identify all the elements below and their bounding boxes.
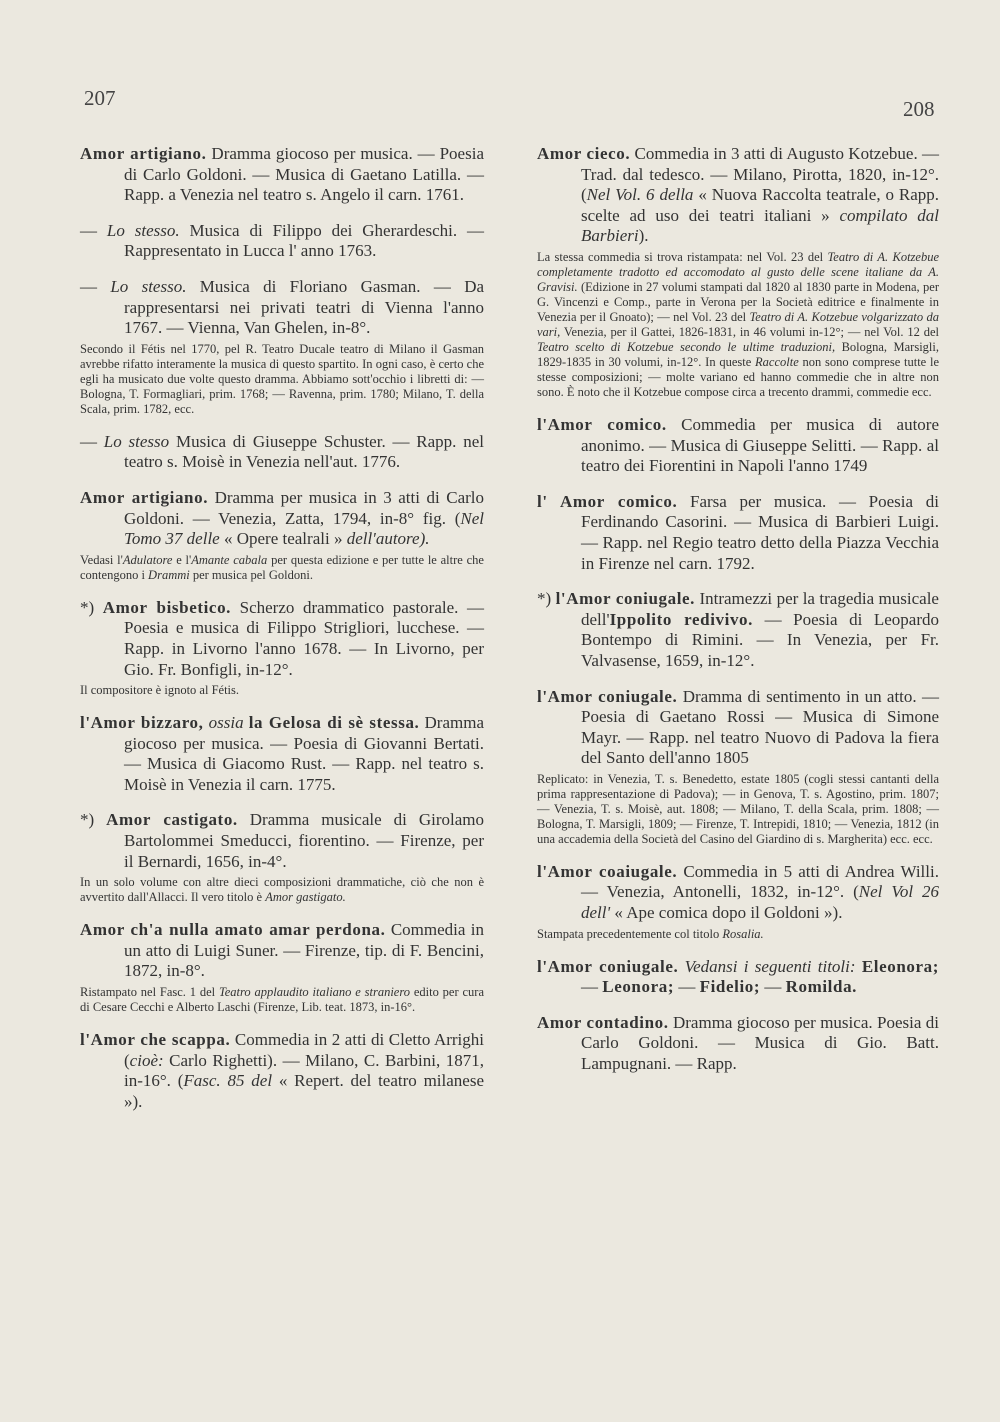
entry-footnote	[537, 772, 939, 847]
entry-headword: Amor artigiano.	[80, 487, 209, 507]
catalog-entry	[537, 862, 939, 942]
italic-text: Nel Tomo 37 delle	[124, 508, 484, 549]
entry-footnote	[80, 683, 484, 698]
catalog-entry	[537, 1013, 939, 1075]
text-run: Farsa per musica. — Poesia di Ferdinando Casorini. — Musica di Barbieri Luigi. — Rapp. nel Regio teatro detto della Piazza Vecchia in Firenze nel carn. 1792.	[581, 491, 939, 573]
text-run: La stessa commedia si trova ristampata: nel Vol. 23 del	[537, 249, 828, 264]
entry-headword: Leonora;	[602, 977, 675, 997]
italic-text: Teatro di A. Kotzebue volgarizzato da vari,	[537, 309, 939, 339]
entry-headword: Amor bisbetico.	[102, 597, 232, 617]
text-run: Commedia in un atto di Luigi Suner. — Firenze, tip. di F. Bencini, 1872, in-8°.	[124, 920, 485, 981]
text-run: Commedia in 2 atti di Cletto Arrighi (	[124, 1030, 484, 1070]
entry-headword: l'Amor coniugale.	[537, 686, 678, 706]
text-run: *)	[537, 589, 556, 609]
text-run: « Opere tealrali »	[219, 529, 347, 549]
text-run: Commedia in 5 atti di Andrea Willi. — Venezia, Antonelli, 1832, in-12°. (	[581, 861, 939, 902]
entry-headword: Amor contadino.	[537, 1012, 669, 1032]
text-run: Commedia per musica di autore anonimo. — Musica di Giuseppe Selitti. — Rapp. al teatro dei Fiorentini in Napoli l'anno 1749	[581, 414, 939, 476]
text-run: *)	[80, 810, 107, 830]
text-run: — Poesia di Leopardo Bontempo di Rimini. — In Venezia, per Fr. Valvasense, 1659, in-12°.	[581, 609, 939, 670]
text-run: Dramma giocoso per musica. — Poesia di Carlo Goldoni. — Musica di Gaetano Latilla. — Rapp. a Venezia nel teatro s. Angelo il carn. 1761.	[124, 144, 484, 205]
text-run: e l'	[172, 552, 192, 567]
entry-headword: l'Amor che scappa.	[80, 1030, 231, 1050]
italic-text: compilato dal Barbieri	[581, 205, 939, 246]
italic-text: Teatro scelto di Kotzebue secondo le ultime traduzioni,	[537, 339, 836, 354]
text-run: Dramma giocoso per musica. Poesia di Carlo Goldoni. — Musica di Gio. Batt. Lampugnani. — Rapp.	[581, 1012, 939, 1074]
italic-text: Lo stesso	[103, 431, 170, 451]
text-run: Musica di Filippo dei Gherardeschi. — Rappresentato in Lucca l' anno 1763.	[124, 220, 485, 261]
catalog-entry	[80, 920, 484, 1015]
entry-footnote	[537, 927, 939, 942]
italic-text: Drammi	[148, 567, 190, 582]
text-run: « Nuova Raccolta teatrale, o Rapp. scelte ad uso dei teatri italiani »	[581, 185, 939, 225]
entry-headword: Amor cieco.	[537, 144, 631, 163]
text-run: Replicato: in Venezia, T. s. Benedetto, estate 1805 (cogli stessi cantanti della prima rappresentazione di Padova); — in Genova, T. s. Agostino, prim. 1807; — Venezia, T. s. Moisè, aut. 1808; — Milano, T. della Scala, prim. 1808; — Bologna, T. Marsigli, 1809; — Firenze, T. Intrepidi, 1810; — Venezia, 1812 (in una accademia della Società del Casino del Giardino di s. Margherita) ecc. ecc.	[537, 771, 939, 846]
entry-text	[537, 1013, 939, 1075]
entry-text	[80, 277, 484, 339]
text-run: non sono comprese tutte le stesse composizioni; — molte variano ed hanno commedie che in altre non sono. È noto che il Kotzebue compose circa a trecento drammi, commedie ecc.	[537, 354, 939, 399]
text-run: *)	[80, 597, 103, 617]
catalog-entry	[80, 432, 484, 473]
text-run: Commedia in 3 atti di Augusto Kotzebue. — Trad. dal tedesco. — Milano, Pirotta, 1820, in-12°. (	[581, 144, 939, 205]
left-column	[80, 144, 484, 1127]
text-run: —	[80, 276, 111, 296]
catalog-entry	[537, 415, 939, 477]
entry-headword: Amor ch'a nulla amato amar perdona.	[80, 920, 386, 940]
italic-text: Nel Vol. 6 della	[586, 185, 694, 205]
entry-footnote	[80, 342, 484, 417]
italic-text: Rosalia.	[722, 926, 764, 941]
text-run: Intramezzi per la tragedia musicale dell'	[581, 589, 939, 629]
entry-text	[80, 1030, 484, 1112]
italic-text: ossia	[208, 713, 244, 733]
italic-text: Amante cabala	[191, 552, 268, 567]
catalog-entry	[80, 277, 484, 417]
entry-footnote	[537, 250, 939, 400]
page-number-left: 207	[84, 86, 116, 110]
text-run: « Repert. del teatro milanese »).	[124, 1071, 484, 1111]
entry-text	[537, 144, 939, 247]
catalog-entry	[537, 492, 939, 574]
catalog-entry	[537, 687, 939, 847]
entry-text	[537, 492, 939, 574]
entry-text	[80, 144, 484, 206]
entry-headword: Fidelio;	[699, 977, 761, 997]
text-run: per questa edizione e per tutte le altre che contengono i	[80, 552, 484, 582]
text-run: —	[80, 220, 107, 240]
catalog-entry	[80, 713, 484, 795]
text-run: —	[80, 431, 104, 451]
entry-footnote	[80, 553, 484, 583]
entry-headword: Eleonora;	[861, 956, 939, 976]
text-run: Secondo il Fétis nel 1770, pel R. Teatro Ducale teatro di Milano il Gasman avrebbe rifatto interamente la musica di questo spartito. In ogni caso, è certo che egli ha musicato due volte questo dramma. Abbiamo sott'occhio i libretti di: — Bologna, T. Formagliari, prim. 1768; — Ravenna, prim. 1780; Milano, T. della Scala, prim. 1782, ecc.	[80, 341, 484, 416]
italic-text: Lo stesso.	[110, 276, 187, 296]
text-run: Venezia, per il Gattei, 1826-1831, in 46 volumi in-12°; — nel Vol. 12 del	[560, 324, 939, 339]
entry-text	[80, 920, 484, 982]
text-run: (Edizione in 27 volumi stampati dal 1820 al 1830 parte in Modena, per G. Vincenzi e Comp., parte in Verona per la Società editrice e finalmente in Venezia per il Gnoato); — nel Vol. 23 del	[537, 279, 939, 324]
text-run: Dramma per musica in 3 atti di Carlo Goldoni. — Venezia, Zatta, 1794, in-8° fig. (	[124, 487, 484, 528]
entry-headword: l'Amor coaiugale.	[537, 861, 678, 881]
text-run: Vedasi l'	[80, 552, 123, 567]
page-number-right: 208	[903, 97, 935, 121]
text-run: Dramma di sentimento in un atto. — Poesia di Gaetano Rossi — Musica di Simone Mayr. — Rapp. nel teatro Nuovo di Padova la fiera del Santo dell'anno 1805	[581, 686, 939, 768]
italic-text: cioè:	[129, 1050, 164, 1070]
text-run: ).	[638, 226, 649, 246]
italic-text: Raccolte	[755, 354, 799, 369]
entry-text	[80, 488, 484, 550]
text-run: Scherzo drammatico pastorale. — Poesia e musica di Filippo Strigliori, lucchese. — Rapp. in Livorno l'anno 1678. — In Livorno, per Gio. Fr. Bonfigli, in-12°.	[124, 597, 484, 679]
italic-text: Teatro di A. Kotzebue completamente tradotto ed accomodato al gusto delle scene italiane da A. Gravisi.	[537, 249, 939, 294]
catalog-entry	[80, 598, 484, 698]
text-run: Dramma giocoso per musica. — Poesia di Giovanni Bertati. — Musica di Giacomo Rust. — Rapp. nel teatro s. Moisè in Venezia il carn. 1775.	[124, 713, 484, 794]
catalog-entry	[537, 589, 939, 671]
text-run: Stampata precedentemente col titolo	[537, 926, 723, 941]
entry-text	[80, 598, 484, 680]
entry-text	[80, 713, 484, 795]
catalog-entry	[80, 488, 484, 583]
entry-headword: la Gelosa di sè stessa.	[248, 713, 420, 733]
italic-text: Fasc. 85 del	[183, 1071, 273, 1091]
text-run: edito per cura di Cesare Cecchi e Alberto Laschi (Firenze, Lib. teat. 1873, in-16°.	[80, 985, 484, 1015]
text-run: —	[674, 977, 700, 997]
text-run: Bologna, Marsigli, 1829-1835 in 30 volumi, in-12°. In queste	[537, 339, 939, 369]
catalog-entry	[80, 144, 484, 206]
entry-text	[537, 589, 939, 671]
text-run: « Ape comica dopo il Goldoni »).	[610, 903, 843, 923]
text-run: —	[760, 977, 786, 997]
entry-text	[537, 862, 939, 924]
entry-headword: l'Amor comico.	[537, 414, 667, 434]
text-run: Ristampato nel Fasc. 1 del	[80, 985, 219, 1000]
catalog-entry	[80, 1030, 484, 1112]
italic-text: Lo stesso.	[106, 220, 180, 240]
entry-text	[80, 221, 484, 262]
italic-text: Teatro applaudito italiano e straniero	[218, 985, 411, 1000]
text-run: —	[581, 977, 603, 997]
right-column	[537, 144, 939, 1090]
catalog-entry	[80, 221, 484, 262]
entry-headword: l'Amor bizzaro,	[80, 713, 204, 733]
entry-text	[80, 432, 484, 473]
italic-text: Nel Vol 26 dell'	[581, 882, 939, 923]
entry-text	[537, 957, 939, 998]
entry-headword: l'Amor coniugale.	[537, 956, 679, 976]
entry-headword: Ippolito redivivo.	[609, 609, 753, 629]
entry-text	[80, 810, 484, 872]
italic-text: dell'autore).	[346, 529, 430, 549]
text-run: Dramma musicale di Girolamo Bartolommei Smeducci, fiorentino. — Firenze, per il Bernardi, 1656, in-4°.	[124, 810, 484, 871]
entry-headword: l'Amor coniugale.	[555, 589, 696, 609]
text-run: Musica di Floriano Gasman. — Da rappresentarsi nei privati teatri di Vienna l'anno 1767. — Vienna, Van Ghelen, in-8°.	[124, 276, 485, 338]
catalog-entry	[537, 957, 939, 998]
text-run: Carlo Righetti). — Milano, C. Barbini, 1871, in-16°. (	[124, 1050, 484, 1091]
entry-headword: Amor artigiano.	[80, 144, 207, 163]
catalog-entry	[80, 810, 484, 905]
italic-text: Vedansi i seguenti titoli:	[684, 956, 856, 976]
text-run: In un solo volume con altre dieci composizioni drammatiche, ciò che non è avvertito dall'Allacci. Il vero titolo è	[80, 875, 484, 905]
text-run: Il compositore è ignoto al Fétis.	[80, 683, 240, 698]
entry-text	[537, 687, 939, 769]
italic-text: Adulatore	[122, 552, 173, 567]
catalog-entry	[537, 144, 939, 400]
entry-headword: Romilda.	[785, 977, 858, 997]
entry-headword: l' Amor comico.	[537, 491, 678, 511]
entry-footnote	[80, 985, 484, 1015]
entry-footnote	[80, 875, 484, 905]
text-run: per musica pel Goldoni.	[189, 567, 313, 582]
italic-text: Amor gastigato.	[265, 890, 346, 905]
text-run: Musica di Giuseppe Schuster. — Rapp. nel teatro s. Moisè in Venezia nell'aut. 1776.	[124, 431, 484, 472]
entry-headword: Amor castigato.	[106, 810, 238, 830]
entry-text	[537, 415, 939, 477]
